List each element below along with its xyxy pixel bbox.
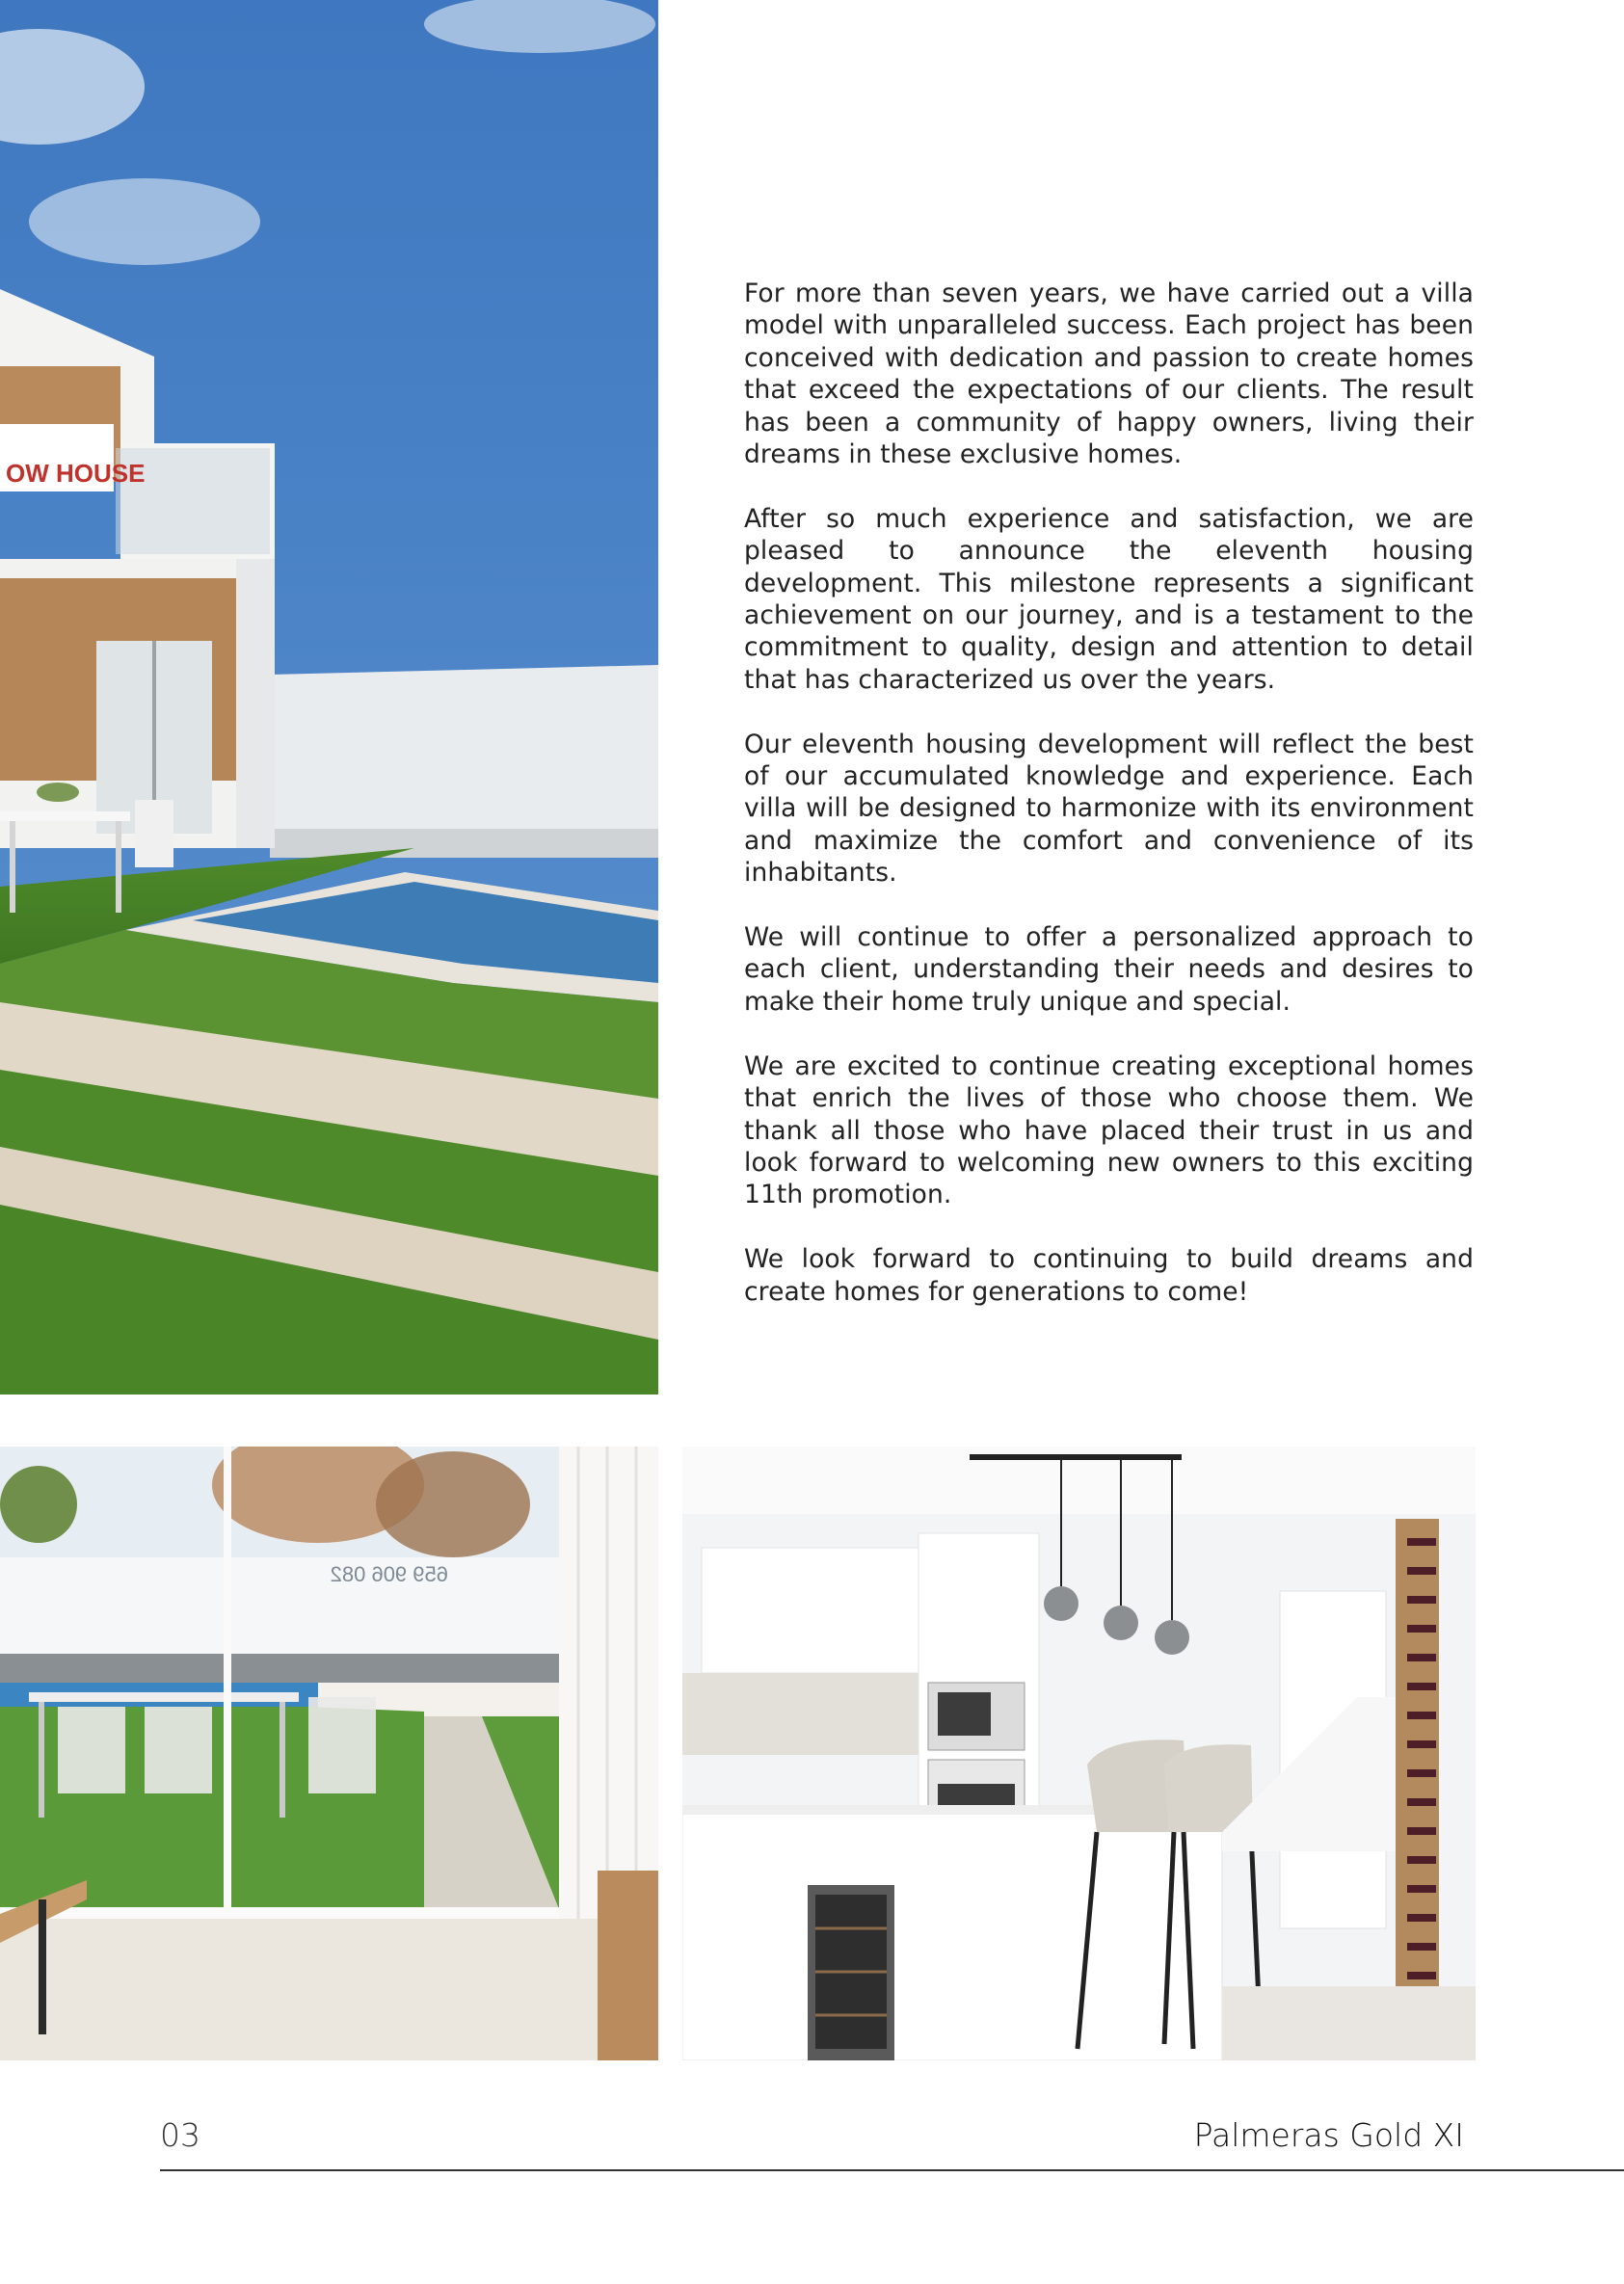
document-title: Palmeras Gold XI: [1193, 2116, 1464, 2154]
living-room-pool-view-photo: [0, 1447, 658, 2060]
paragraph-1: For more than seven years, we have carried out a villa model with unparalleled success. Each project has been conceived with dedication and passion to create homes that exceed the expectations of our clients. The result has been a community of happy owners, living their dreams in these exclusive homes.: [744, 279, 1474, 470]
paragraph-4: We will continue to offer a personalized approach to each client, understanding their needs and desires to make their home truly unique and special.: [744, 922, 1474, 1017]
paragraph-6: We look forward to continuing to build dreams and create homes for generations to come!: [744, 1244, 1474, 1307]
paragraph-2: After so much experience and satisfaction, we are pleased to announce the eleventh housing development. This milestone represents a significant achievement on our journey, and is a testament to the commitment to quality, design and attention to detail that has characterized us over the years.: [744, 503, 1474, 695]
kitchen-photo: [682, 1447, 1476, 2060]
paragraph-5: We are excited to continue creating exceptional homes that enrich the lives of those who choose them. We thank all those who have placed their trust in us and look forward to welcoming new owners to this exciting 11th promotion.: [744, 1050, 1474, 1210]
intro-text: [744, 278, 1474, 1340]
paragraph-3: Our eleventh housing development will reflect the best of our accumulated knowledge and experience. Each villa will be designed to harmonize with its environment and maximize the comfort and convenience of its inhabitants.: [744, 729, 1474, 889]
villa-exterior-photo: [0, 0, 658, 1394]
page-number: 03: [160, 2116, 200, 2154]
footer-divider: [160, 2169, 1624, 2171]
wall-phone-text: 659 906 082: [330, 1562, 448, 1586]
sign-text: OW HOUSE: [6, 459, 146, 488]
